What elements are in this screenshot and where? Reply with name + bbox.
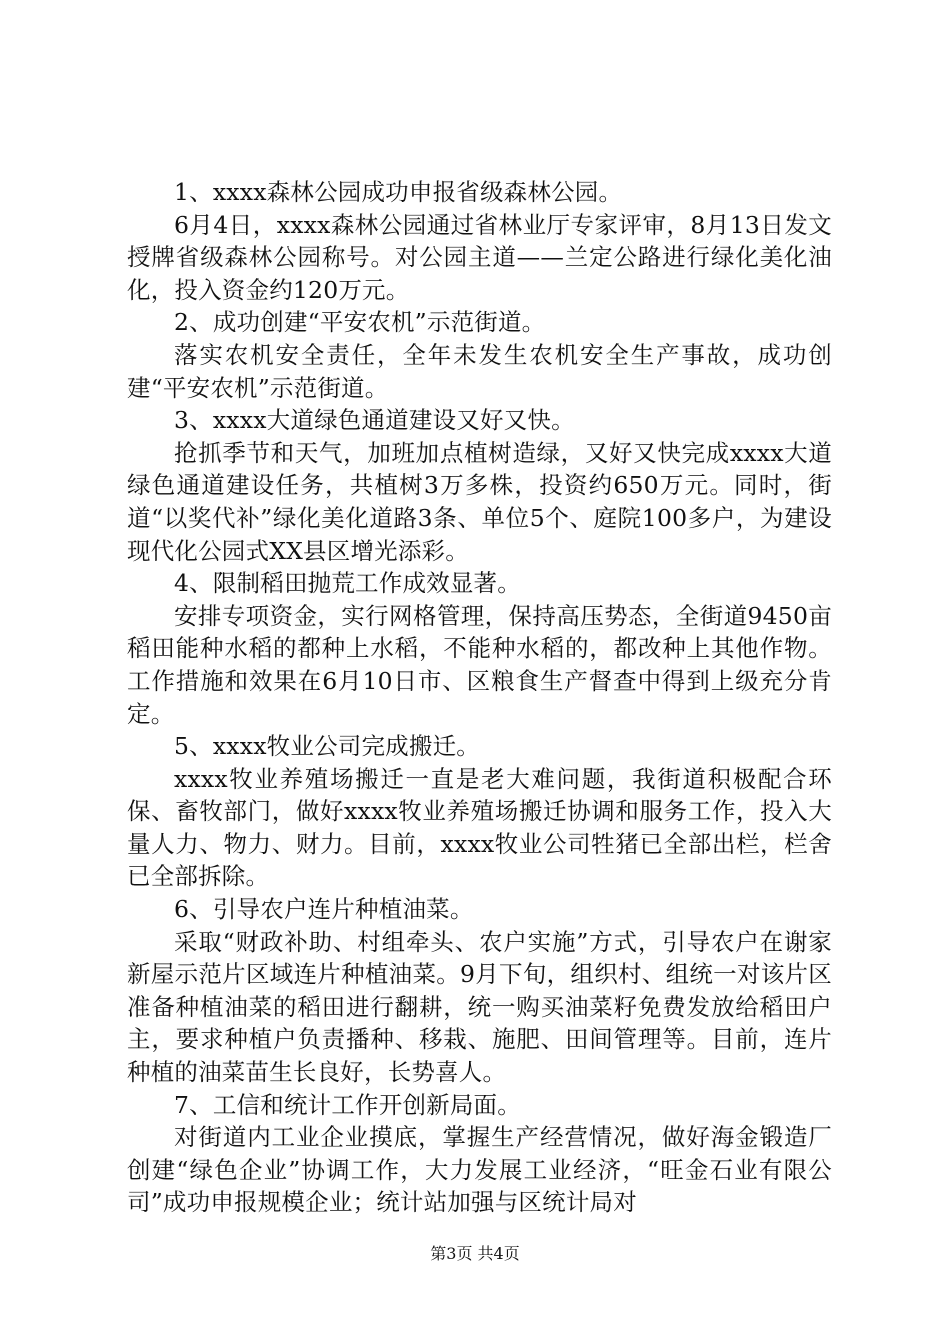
- page-footer: 第3页 共4页: [430, 1244, 520, 1263]
- paragraph-item-7: 对街道内工业企业摸底，掌握生产经营情况，做好海金锻造厂创建“绿色企业”协调工作，大力发展工业经济，“旺金石业有限公司”成功申报规模企业；统计站加强与区统计局对: [127, 1123, 832, 1217]
- heading-item-6: 6、引导农户连片种植油菜。: [174, 895, 474, 924]
- heading-item-4: 4、限制稻田抛荒工作成效显著。: [174, 569, 521, 598]
- heading-item-5: 5、xxxx牧业公司完成搬迁。: [174, 732, 480, 761]
- heading-item-7: 7、工信和统计工作开创新局面。: [174, 1090, 521, 1119]
- paragraph-item-5: xxxx牧业养殖场搬迁一直是老大难问题，我街道积极配合环保、畜牧部门，做好xxxx牧业养殖场搬迁协调和服务工作，投入大量人力、物力、财力。目前，xxxx牧业公司牲猪已全部出栏，栏舍已全部拆除。: [127, 764, 832, 891]
- heading-item-3: 3、xxxx大道绿色通道建设又好又快。: [174, 406, 575, 435]
- document-body: [127, 176, 832, 1219]
- paragraph-item-1: 6月4日，xxxx森林公园通过省林业厅专家评审，8月13日发文授牌省级森林公园称号。对公园主道——兰定公路进行绿化美化油化，投入资金约120万元。: [127, 210, 832, 304]
- heading-item-1: 1、xxxx森林公园成功申报省级森林公园。: [174, 178, 623, 206]
- paragraph-item-6: 采取“财政补助、村组牵头、农户实施”方式，引导农户在谢家新屋示范片区域连片种植油菜。9月下旬，组织村、组统一对该片区准备种植油菜的稻田进行翻耕，统一购买油菜籽免费发放给稻田户主，要求种植户负责播种、移栽、施肥、田间管理等。目前，连片种植的油菜苗生长良好，长势喜人。: [127, 927, 832, 1087]
- paragraph-item-2: 落实农机安全责任，全年未发生农机安全生产事故，成功创建“平安农机”示范街道。: [127, 340, 832, 402]
- paragraph-item-3: 抢抓季节和天气，加班加点植树造绿，又好又快完成xxxx大道绿色通道建设任务，共植树3万多株，投资约650万元。同时，街道“以奖代补”绿化美化道路3条、单位5个、庭院100多户，为建设现代化公园式XX县区增光添彩。: [127, 438, 832, 565]
- paragraph-item-4: 安排专项资金，实行网格管理，保持高压势态，全街道9450亩稻田能种水稻的都种上水稻，不能种水稻的，都改种上其他作物。工作措施和效果在6月10日市、区粮食生产督查中得到上级充分肯定。: [127, 601, 832, 728]
- heading-item-2: 2、成功创建“平安农机”示范街道。: [174, 308, 546, 337]
